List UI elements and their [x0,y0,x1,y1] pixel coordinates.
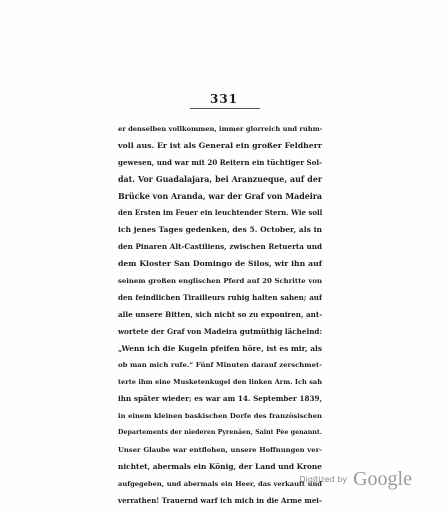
text-line: er denselben vollkommen, immer glorreich und ruhm- [118,125,323,133]
text-line: aufgegeben, und abermals ein Heer, das verkauft und [118,479,322,488]
text-line: den Ersten im Feuer ein leuchtender Stern. Wie soll [118,208,323,218]
text-line: terte ihm eine Musketenkugel den linken Arm. Ich sah [118,378,322,387]
text-line: alle unsere Bitten, sich nicht so zu exponiren, ant- [118,309,323,319]
text-line: verrathen! Trauernd warf ich mich in die Arme mei- [118,495,322,505]
header-rule [190,108,260,109]
text-line: voll aus. Er ist als General ein großer Feldherr [118,140,322,150]
text-line: Unser Glaube war entflohen, unsere Hoffnungen ver- [118,445,322,454]
text-line: dat. Vor Guadalajara, bei Aranzueque, auf der [118,174,322,184]
text-line: dem Kloster San Domingo de Silos, wir ihn auf [118,259,322,269]
text-line: gewesen, und war mit 20 Reitern ein tüchtiger Sol- [118,157,322,167]
text-line: Departements der niederen Pyrenäen, Saint Pée genannt. [118,429,322,437]
body-text [118,121,322,509]
digitized-by-label: Digitized by [299,475,348,484]
text-line: nichtet, abermals ein König, der Land und Krone [118,461,322,471]
text-line: Brücke von Aranda, war der Graf von Madeira [118,191,322,201]
text-line: ob man mich rufe.“ Fünf Minuten darauf zerschmet- [118,361,322,370]
text-line: den Pinaren Alt-Castiliens, zwischen Retuerta und [118,242,322,252]
page-number: 331 [209,92,239,106]
text-line: den feindlichen Tirailleurs ruhig halten sahen; auf [118,292,322,302]
text-line: wortete der Graf von Madeira gutmüthig lächelnd: [118,326,323,336]
google-logo: Google [353,468,412,490]
text-line: „Wenn ich die Kugeln pfeifen höre, ist es mir, als [118,343,322,353]
digitized-by-google-watermark [300,460,413,490]
text-line: ihn später wieder; es war am 14. September 1839, [118,394,322,404]
text-line: ich jenes Tages gedenken, des 5. October, als in [118,225,322,235]
text-line: seinem großen englischen Pferd auf 20 Schritte von [118,277,322,286]
text-line: in einem kleinen baskischen Dorfe des französischen [118,412,322,421]
